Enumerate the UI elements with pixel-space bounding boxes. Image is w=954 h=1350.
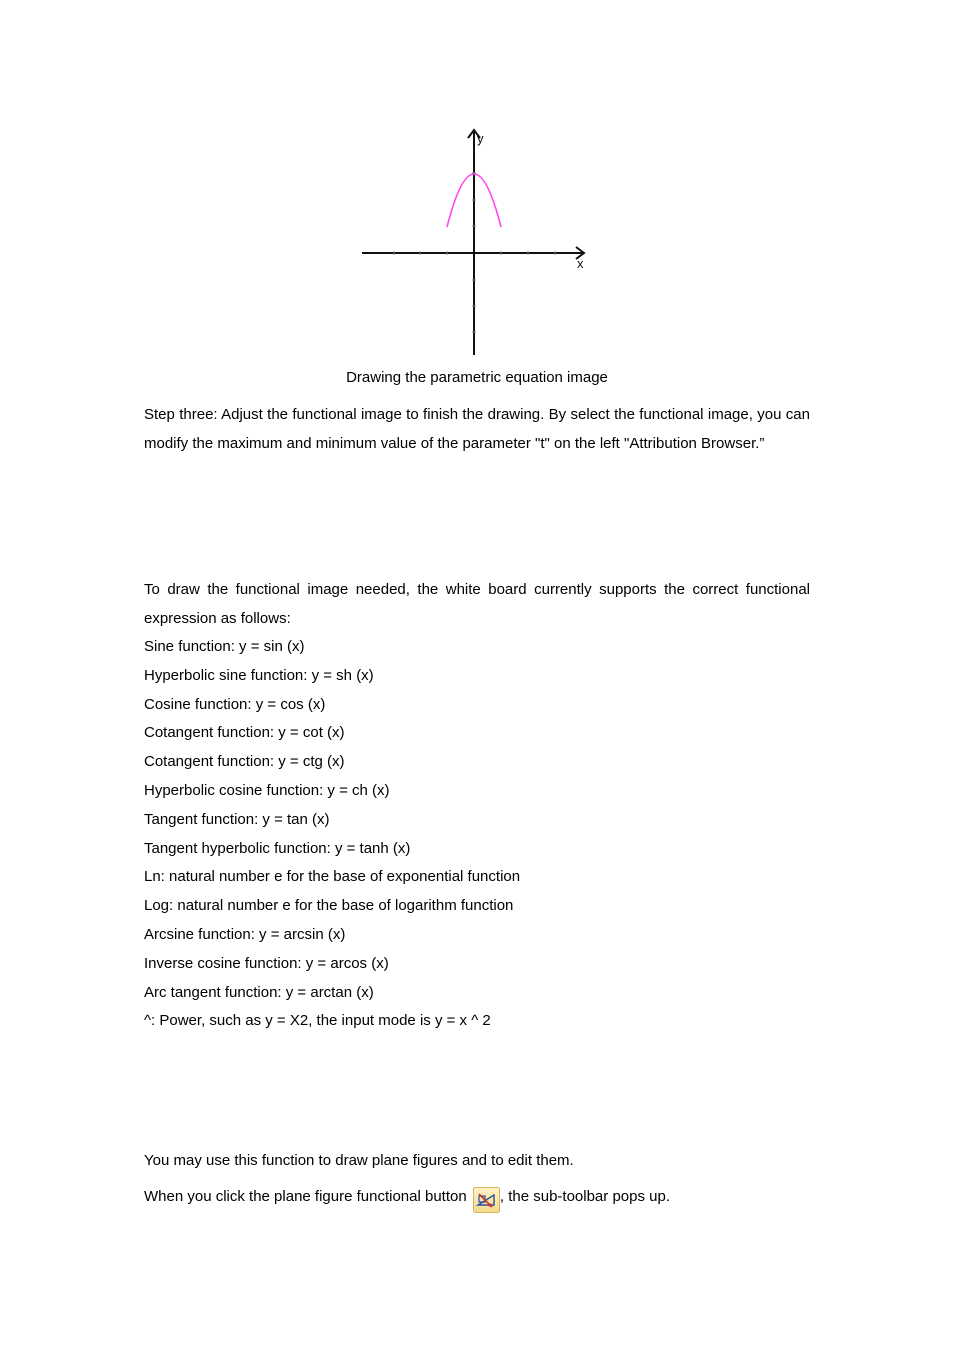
plane-intro-text: You may use this function to draw plane figures and to edit them. xyxy=(144,1152,574,1169)
plane-figure-button[interactable] xyxy=(473,1187,500,1213)
list-item: Cotangent function: y = ctg (x) xyxy=(144,753,345,771)
plane-click-text-after: , the sub-toolbar pops up. xyxy=(499,1187,670,1205)
list-item: Log: natural number e for the base of logarithm function xyxy=(144,897,514,915)
parametric-graph xyxy=(358,126,592,358)
list-item: Arcsine function: y = arcsin (x) xyxy=(144,925,346,943)
y-axis-label: y xyxy=(477,131,484,146)
list-item: Sine function: y = sin (x) xyxy=(144,638,305,655)
graph-svg xyxy=(358,126,592,358)
function-list xyxy=(144,633,810,1036)
plane-click-text-before: When you click the plane figure functional button xyxy=(144,1187,471,1205)
plane-click-line xyxy=(144,1184,670,1210)
list-item: Tangent hyperbolic function: y = tanh (x) xyxy=(144,839,411,857)
function-intro-paragraph: To draw the functional image needed, the white board currently supports the correct functional expression as follows: xyxy=(144,581,810,627)
list-item: Arc tangent function: y = arctan (x) xyxy=(144,983,374,1001)
list-item: Tangent function: y = tan (x) xyxy=(144,810,330,828)
list-item: Inverse cosine function: y = arcos (x) xyxy=(144,954,389,972)
list-item: ^: Power, such as y = X2, the input mode is y = x ^ 2 xyxy=(144,1012,491,1030)
figure-caption: Drawing the parametric equation image xyxy=(346,369,608,386)
list-item: Cosine function: y = cos (x) xyxy=(144,695,326,713)
x-axis-label: x xyxy=(577,256,584,271)
step-three-paragraph: Step three: Adjust the functional image to finish the drawing. By select the functional image, you can modify the maximum and minimum value of the parameter "t" on the left "Attribution Browser.” xyxy=(144,406,810,452)
list-item: Hyperbolic sine function: y = sh (x) xyxy=(144,666,374,684)
list-item: Ln: natural number e for the base of exponential function xyxy=(144,868,521,886)
list-item: Hyperbolic cosine function: y = ch (x) xyxy=(144,781,390,799)
plane-figure-icon xyxy=(473,1187,500,1213)
list-item: Cotangent function: y = cot (x) xyxy=(144,724,345,742)
